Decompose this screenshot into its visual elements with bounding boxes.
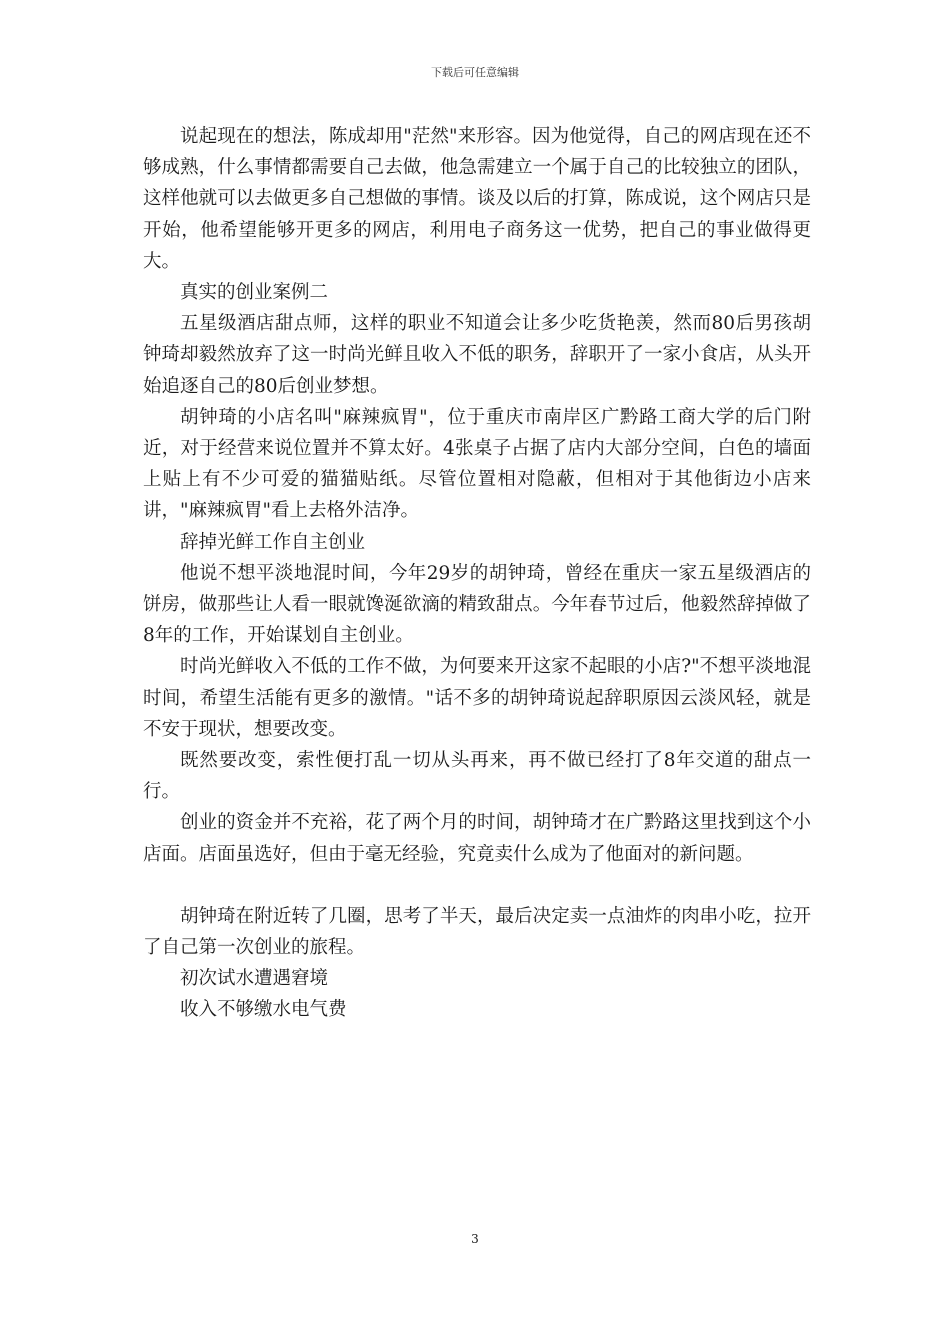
paragraph-shop-description: 胡钟琦的小店名叫"麻辣疯胃"，位于重庆市南岸区广黔路工商大学的后门附近，对于经营来说位置并不算太好。4张桌子占据了店内大部分空间，白色的墙面上贴上有不少可爱的猫猫贴纸。尽管位置相对隐蔽，但相对于其他街边小店来讲，"麻辣疯胃"看上去格外洁净。 <box>143 406 811 522</box>
section-heading-case-two: 真实的创业案例二 <box>180 282 329 304</box>
paragraph-chen-cheng-plans: 说起现在的想法，陈成却用"茫然"来形容。因为他觉得，自己的网店现在还不够成熟，什么事情都需要自己去做，他急需建立一个属于自己的比较独立的团队，这样他就可以去做更多自己想做的事情。谈及以后的打算，陈成说，这个网店只是开始，他希望能够开更多的网店，利用电子商务这一优势，把自己的事业做得更大。 <box>143 126 811 272</box>
document-body <box>143 121 811 1026</box>
paragraph-finding-shop: 创业的资金并不充裕，花了两个月的时间，胡钟琦才在广黔路这里找到这个小店面。店面虽选好，但由于毫无经验，究竟卖什么成为了他面对的新问题。 <box>143 812 811 865</box>
paragraph-pastry-chef-intro: 五星级酒店甜点师，这样的职业不知道会让多少吃货艳羡，然而80后男孩胡钟琦却毅然放弃了这一时尚光鲜且收入不低的职务，辞职开了一家小食店，从头开始追逐自己的80后创业梦想。 <box>143 313 811 397</box>
section-heading-income: 收入不够缴水电气费 <box>180 999 347 1021</box>
page-number: 3 <box>471 1232 479 1246</box>
page-header: 下载后可任意编辑 <box>431 66 519 79</box>
paragraph-hotel-background: 他说不想平淡地混时间，今年29岁的胡钟琦，曾经在重庆一家五星级酒店的饼房，做那些让人看一眼就馋涎欲滴的精致甜点。今年春节过后，他毅然辞掉做了8年的工作，开始谋划自主创业。 <box>143 562 811 647</box>
section-heading-first-try: 初次试水遭遇窘境 <box>180 968 329 990</box>
paragraph-start-over: 既然要改变，索性便打乱一切从头再来，再不做已经打了8年交道的甜点一行。 <box>143 750 811 803</box>
section-heading-quit-job: 辞掉光鲜工作自主创业 <box>180 531 366 553</box>
paragraph-reason-for-leaving: 时尚光鲜收入不低的工作不做，为何要来开这家不起眼的小店?"不想平淡地混时间，希望生活能有更多的激情。"话不多的胡钟琦说起辞职原因云淡风轻，就是不安于现状，想要改变。 <box>143 656 811 740</box>
paragraph-first-venture: 胡钟琦在附近转了几圈，思考了半天，最后决定卖一点油炸的肉串小吃，拉开了自己第一次创业的旅程。 <box>143 905 811 959</box>
